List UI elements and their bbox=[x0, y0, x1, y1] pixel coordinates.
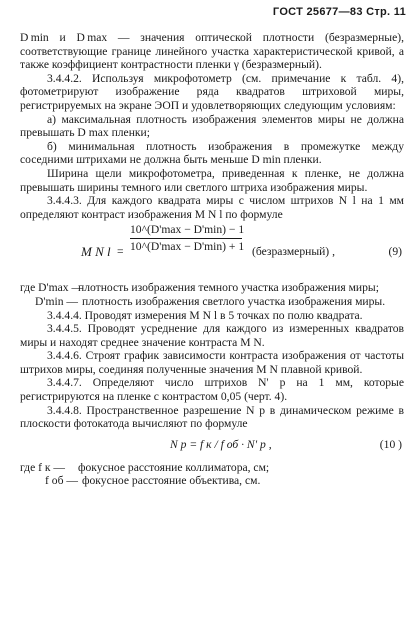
paragraph-1: 3.4.4.2. Используя микрофотометр (см. примечание к табл. 4), фотометрируют изображение ряда квадратов штриховой миры, регистрируемых на экране ЭОП и удовлетворяющих следующим условиям: bbox=[20, 71, 404, 112]
where-9-text-1: плотность изображения светлого участка изображения миры. bbox=[82, 294, 386, 308]
where-9-row-1 bbox=[20, 295, 404, 309]
formula-9-denominator: 10^(D'max − D'min) + 1 bbox=[130, 239, 245, 253]
where-9-symbol-1: D'min — bbox=[35, 294, 78, 308]
where-10-symbol-0: где f к — bbox=[20, 460, 66, 474]
formula-9 bbox=[20, 223, 404, 279]
paragraph-6: 3.4.4.4. Проводят измерения M N l в 5 точках по полю квадрата. bbox=[47, 308, 363, 322]
formula-9-lhs: M N l bbox=[81, 244, 111, 260]
formula-10 bbox=[20, 433, 404, 459]
formula-10-number: (10 ) bbox=[379, 437, 402, 451]
where-9-symbol-0: где D'max — bbox=[20, 281, 84, 295]
where-10-row-0 bbox=[20, 461, 404, 475]
paragraph-9: 3.4.4.7. Определяют число штрихов N' р на 1 мм, которые регистрируются на пленке с контрастом 0,05 (черт. 4). bbox=[20, 376, 404, 404]
where-10-symbol-1: f об — bbox=[45, 474, 78, 488]
paragraph-4: Ширина щели микрофотометра, приведенная к пленке, не должна превышать ширины темного или светлого штриха изображения миры. bbox=[20, 166, 404, 194]
paragraph-3: б) минимальная плотность изображения в промежутке между соседними штрихами не должна быть меньше D min пленки. bbox=[20, 139, 404, 167]
paragraph-2: а) максимальная плотность изображения элементов миры не должна превышать D max пленки; bbox=[20, 112, 404, 140]
page-content bbox=[20, 31, 404, 488]
paragraph-5: 3.4.4.3. Для каждого квадрата миры с числом штрихов N l на 1 мм определяют контраст изображения M N l по формуле bbox=[20, 194, 404, 221]
where-10-row-1 bbox=[20, 474, 404, 488]
paragraph-0: D min и D max — значения оптической плотности (безразмерные), соответствующие границе линейного участка характеристической кривой, а также коэффициент контрастности пленки γ (безразмерный). bbox=[20, 31, 404, 72]
paragraph-8: 3.4.4.6. Строят график зависимости контраста изображения от частоты штрихов миры, соединяя полученные значения M N плавной кривой. bbox=[20, 349, 404, 376]
where-9-text-0: плотность изображения темного участка изображения миры; bbox=[78, 281, 379, 295]
paragraph-10: 3.4.4.8. Пространственное разрешение N р в динамическом режиме в плоскости фотокатода вычисляют по формуле bbox=[20, 403, 404, 431]
where-9-row-0 bbox=[20, 281, 404, 295]
where-10-text-1: фокусное расстояние объектива, см. bbox=[82, 474, 261, 488]
formula-9-numerator: 10^(D'max − D'min) − 1 bbox=[130, 223, 242, 239]
formula-9-note: (безразмерный) , bbox=[252, 245, 335, 259]
formula-9-number: (9) bbox=[388, 245, 402, 259]
formula-10-expr: N р = f к / f об · N' р , bbox=[170, 437, 272, 451]
formula-9-equals: = bbox=[117, 245, 124, 259]
paragraph-7: 3.4.4.5. Проводят усреднение для каждого из измеренных квадратов миры и находят среднее значение контраста M N. bbox=[20, 322, 404, 349]
page-header: ГОСТ 25677—83 Стр. 11 bbox=[272, 6, 406, 18]
formula-9-fraction bbox=[130, 223, 245, 253]
where-10-text-0: фокусное расстояние коллиматора, см; bbox=[78, 460, 270, 474]
